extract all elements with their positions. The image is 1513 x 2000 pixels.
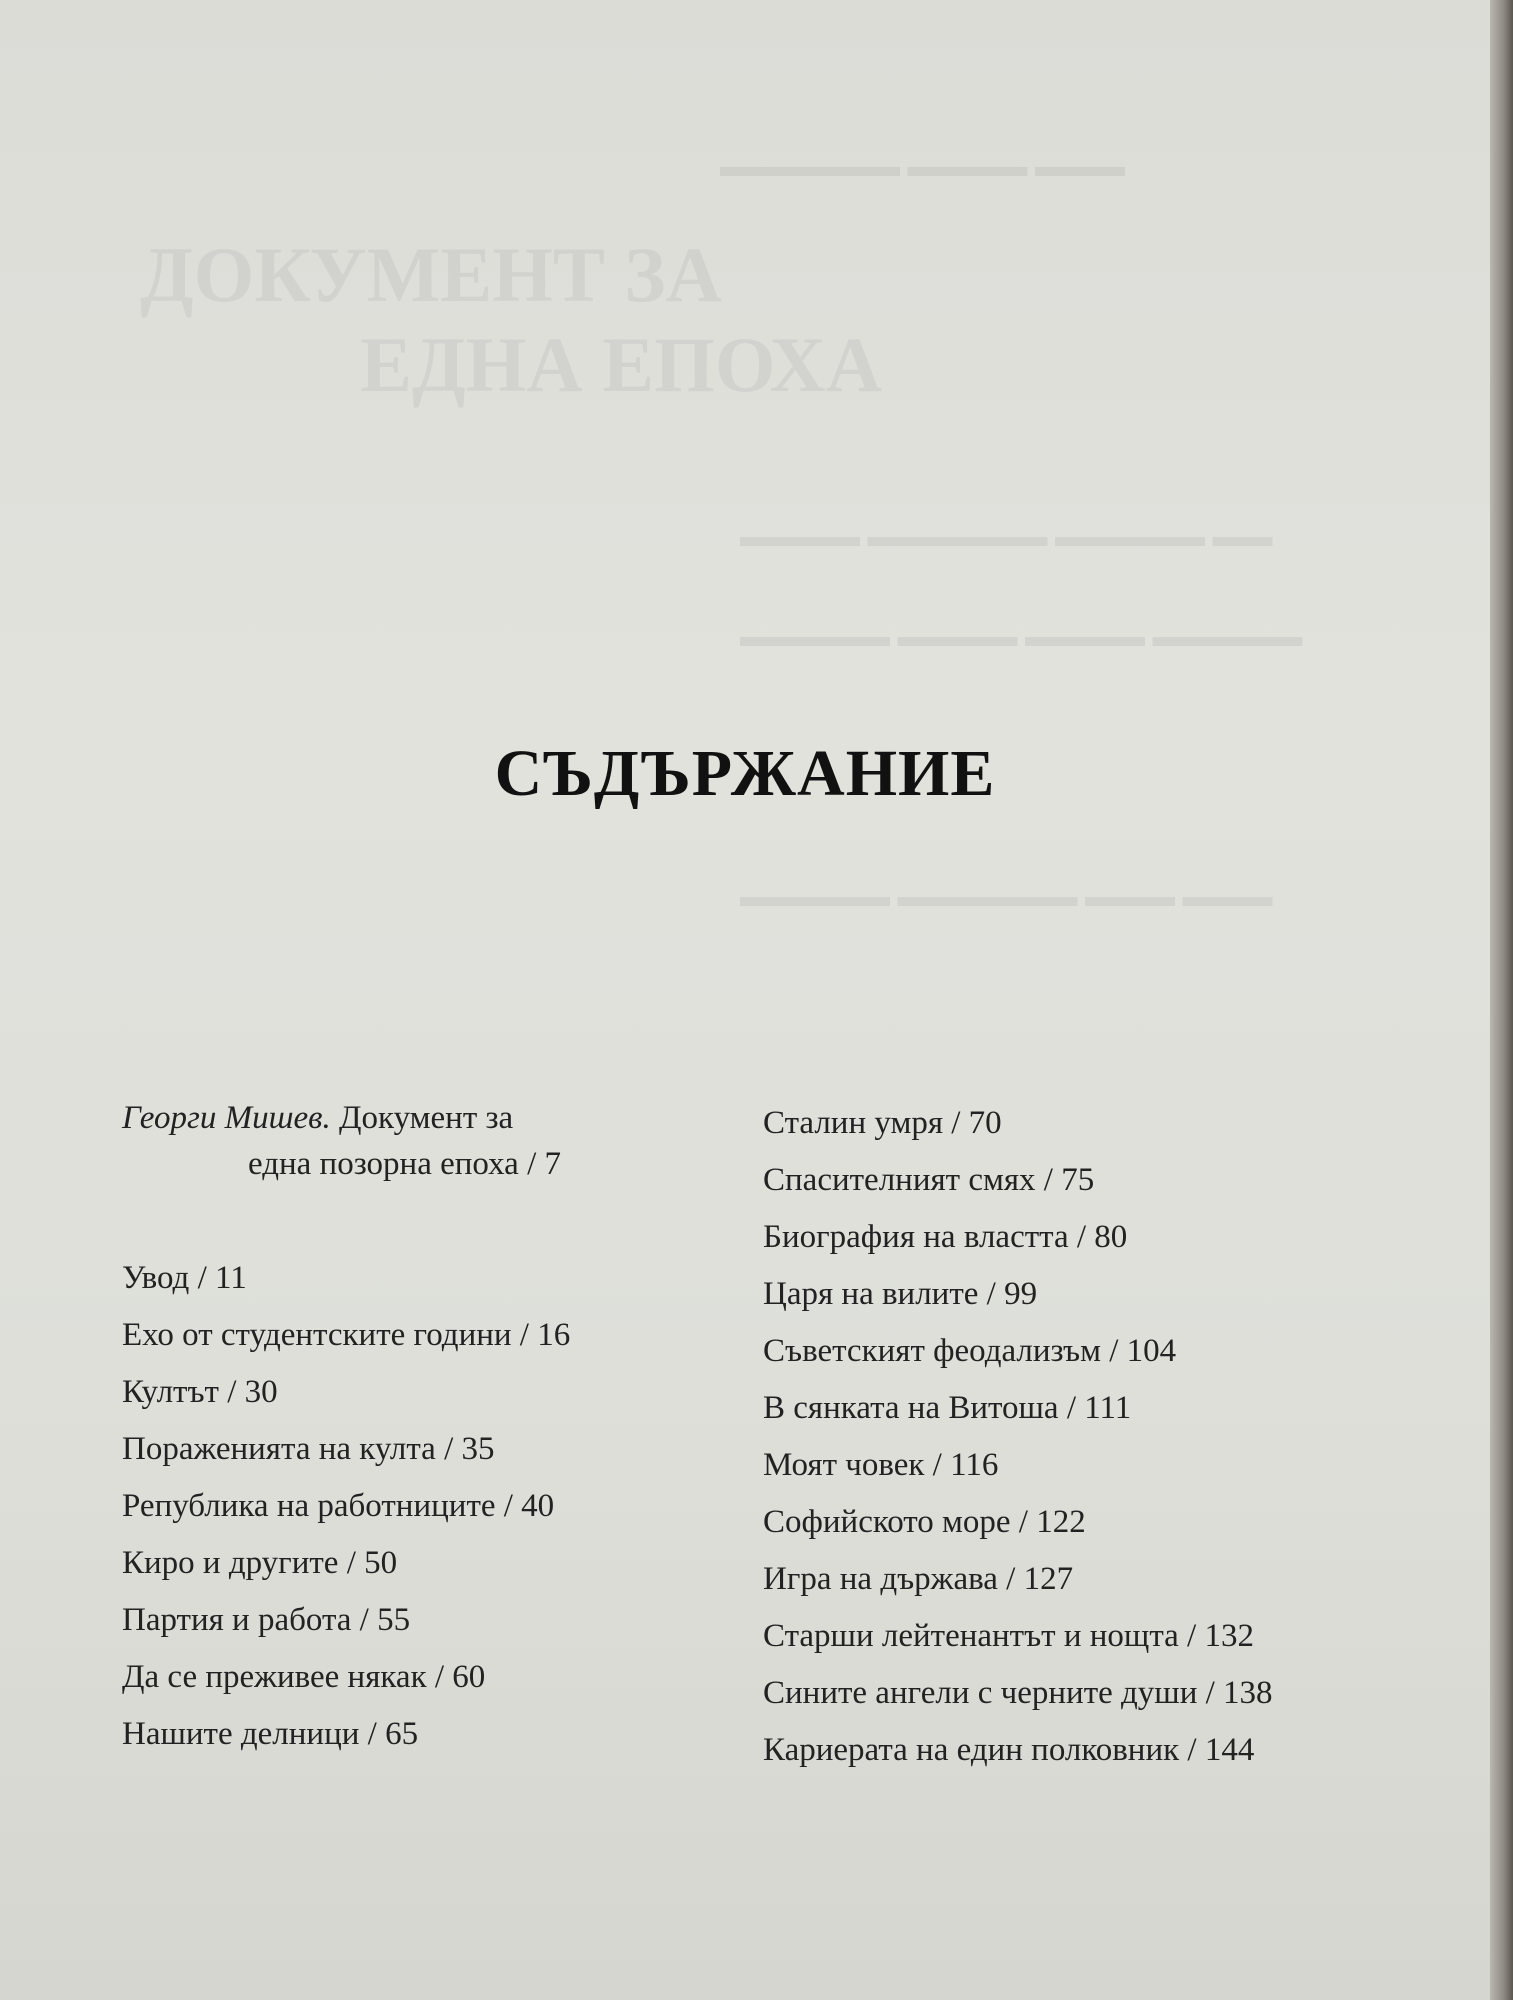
foreword-title-line1: Документ за <box>339 1100 514 1136</box>
toc-entry: Игра на държава / 127 <box>763 1561 1074 1597</box>
toc-entry: Култът / 30 <box>122 1374 278 1410</box>
toc-column-left <box>122 1095 662 1763</box>
toc-entry: Увод / 11 <box>122 1260 247 1296</box>
foreword-title-line2: една позорна епоха / 7 <box>248 1146 561 1182</box>
show-through-text: ЕДНА ЕПОХА <box>360 321 883 408</box>
toc-entry-foreword <box>122 1095 662 1187</box>
toc-entry: Република на работниците / 40 <box>122 1488 555 1524</box>
toc-column-right <box>763 1095 1463 1779</box>
show-through-text: ▬▬▬▬▬▬ ▬▬▬▬ ▬▬▬ <box>720 150 1125 183</box>
page-title: СЪДЪРЖАНИЕ <box>494 737 996 810</box>
toc-entry: Старши лейтенантът и нощта / 132 <box>763 1618 1254 1654</box>
toc-entry: Кариерата на един полковник / 144 <box>763 1732 1255 1768</box>
show-through-text: ▬▬▬▬ ▬▬▬▬▬▬ ▬▬▬▬▬ ▬▬ <box>740 520 1273 553</box>
toc-entry: Биография на властта / 80 <box>763 1219 1128 1255</box>
toc-entry: Нашите делници / 65 <box>122 1716 419 1752</box>
toc-entry: Сините ангели с черните души / 138 <box>763 1675 1273 1711</box>
toc-entry: Да се преживее някак / 60 <box>122 1659 486 1695</box>
show-through-text: ▬▬▬▬▬ ▬▬▬▬ ▬▬▬▬ ▬▬▬▬▬ <box>740 620 1303 653</box>
toc-entry: Спасителният смях / 75 <box>763 1162 1095 1198</box>
toc-entry: В сянката на Витоша / 111 <box>763 1390 1132 1426</box>
toc-entry: Пораженията на култа / 35 <box>122 1431 495 1467</box>
foreword-author: Георги Мишев. <box>122 1100 331 1136</box>
page-edge-shadow <box>1490 0 1513 2000</box>
toc-entry: Киро и другите / 50 <box>122 1545 398 1581</box>
toc-entry: Софийското море / 122 <box>763 1504 1086 1540</box>
toc-entry: Партия и работа / 55 <box>122 1602 411 1638</box>
show-through-text: ▬▬▬▬▬ ▬▬▬▬▬▬ ▬▬▬ ▬▬▬ <box>740 880 1273 913</box>
toc-entry: Сталин умря / 70 <box>763 1105 1002 1141</box>
toc-entry: Ехо от студентските години / 16 <box>122 1317 571 1353</box>
toc-entry: Съветският феодализъм / 104 <box>763 1333 1177 1369</box>
show-through-text: ДОКУМЕНТ ЗА <box>140 231 722 318</box>
toc-entry: Царя на вилите / 99 <box>763 1276 1038 1312</box>
toc-entry: Моят човек / 116 <box>763 1447 999 1483</box>
